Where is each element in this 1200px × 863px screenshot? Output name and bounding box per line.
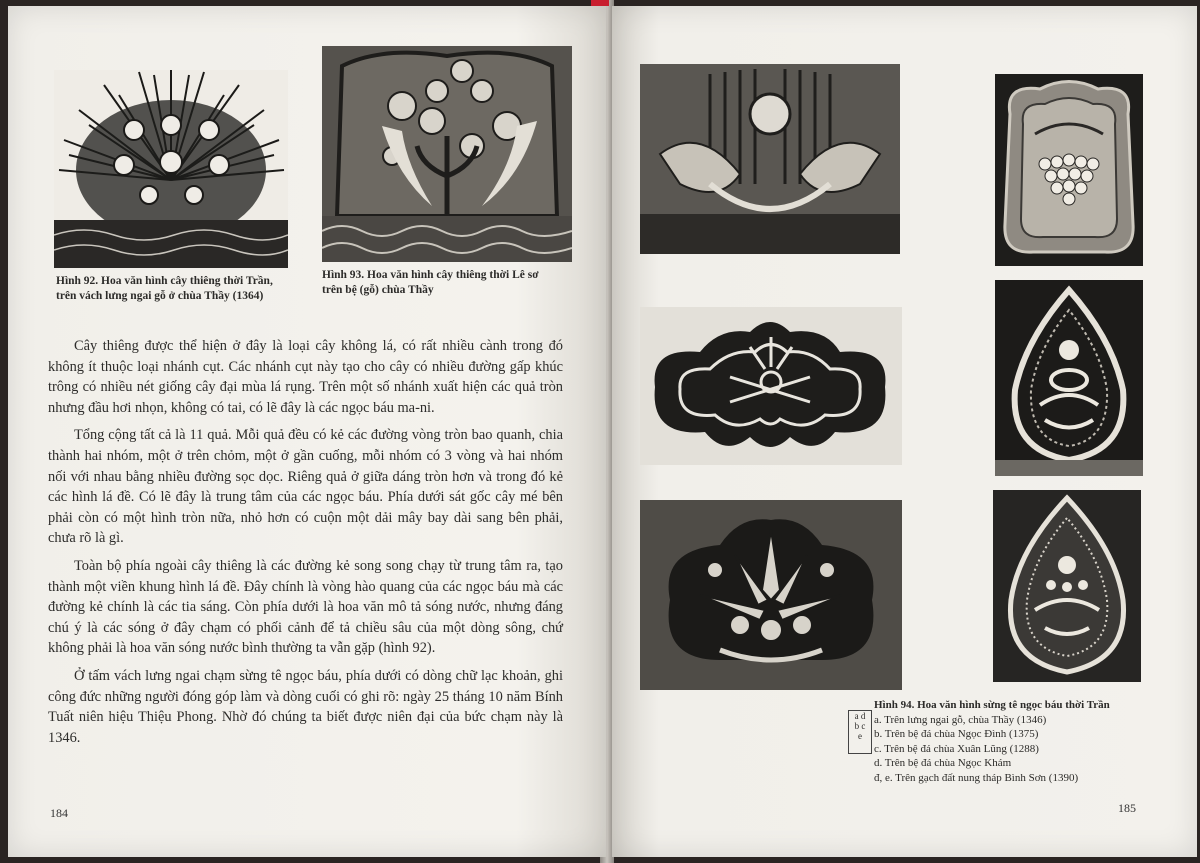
figure-94e-image — [995, 280, 1143, 476]
page-number-right: 185 — [1118, 801, 1136, 815]
main-body-text — [48, 336, 563, 755]
figure-92-image — [54, 70, 288, 268]
paragraph: Toàn bộ phía ngoài cây thiêng là các đường kẻ song song chạy từ trung tâm ra, tạo thành một viền khung hình lá đề. Đây chính là vòng hào quang của các ngọc báu mà các đường kẻ chính là các tia sáng. Còn phía dưới là hoa văn mô tả sóng nước, nhưng đáng chú ý là các sóng ở đây chạm có phối cảnh để tả chiều sâu của một dòng sông, chứ không phải là hoa văn sóng nước bình thường ta vẫn gặp (hình 92). — [48, 557, 563, 657]
key-letter: a — [854, 711, 859, 721]
legend-item: b. Trên bệ đá chùa Ngọc Đình (1375) — [874, 728, 1039, 741]
figure-94b-image — [640, 307, 902, 465]
key-letter: e — [858, 731, 862, 741]
paragraph: Tổng cộng tất cả là 11 quả. Mỗi quả đều có kẻ các đường vòng tròn bao quanh, chia thành hai nhóm, một ở trên chỏm, một ở gần cuống, mỗi nhóm có 3 vòng và hai nhóm nối với nhau bằng nhiều đường sọc dọc. Riêng quả ở giữa dáng tròn hơn và trong đó kẻ các hình lá đề. Có lẽ đây là trung tâm của các ngọc báu. Phía dưới sát gốc cây mé bên phải còn có một hình tròn nữa, nhỏ hơn có cuộn một dải mây bay dài sang bên phải, chưa rõ là gì. — [48, 427, 563, 547]
figure-94-caption: Hình 94. Hoa văn hình sừng tê ngọc báu thời Trần — [874, 699, 1110, 711]
legend-item: a. Trên lưng ngai gỗ, chùa Thầy (1346) — [874, 713, 1047, 726]
figure-94c-image — [640, 500, 902, 690]
figure-94d-image — [995, 74, 1143, 266]
legend-item: đ, e. Trên gạch đất nung tháp Bình Sơn (1390) — [874, 771, 1079, 784]
figure-93-image — [322, 46, 572, 262]
paragraph: Cây thiêng được thể hiện ở đây là loại cây không lá, có rất nhiều cành trong đó không ít thuộc loại nhánh cụt. Các nhánh cụt này tạo cho cây có nhiều đường gấp khúc trông có nhiều nét giống cây đại mùa lá rụng. Trên một số nhánh xuất hiện các quả tròn nhưng đầu hơi nhọn, không có tai, có lẽ đây là các ngọc báu ma-ni. — [48, 338, 563, 416]
figure-94-legend — [848, 698, 1148, 786]
key-letter: d — [860, 711, 866, 721]
key-letter: b — [854, 721, 860, 731]
figure-92-caption: Hình 92. Hoa văn hình cây thiêng thời Trần, trên vách lưng ngai gỗ ở chùa Thầy (1364) — [56, 275, 273, 302]
figure-94-key-box — [848, 710, 872, 754]
key-letter: c — [861, 721, 866, 731]
figure-94a-image — [640, 64, 900, 254]
legend-list — [848, 713, 1148, 786]
legend-item: c. Trên bệ đá chùa Xuân Lũng (1288) — [874, 742, 1039, 755]
legend-item: d. Trên bệ đá chùa Ngọc Khám — [874, 757, 1012, 770]
figure-93-caption: Hình 93. Hoa văn hình cây thiêng thời Lê sơ trên bệ (gỗ) chùa Thầy — [322, 269, 539, 296]
paragraph: Ở tấm vách lưng ngai chạm sừng tê ngọc báu, phía dưới có dòng chữ lạc khoản, ghi công đức những người đóng góp làm và dòng cuối có ghi rõ: ngày 25 tháng 10 năm Bính Tuất niên hiệu Thiệu Phong. Nhờ đó chúng ta biết được niên đại của bức chạm này là 1346. — [48, 667, 563, 746]
page-number-left: 184 — [50, 806, 68, 820]
figure-94f-image — [993, 490, 1141, 682]
